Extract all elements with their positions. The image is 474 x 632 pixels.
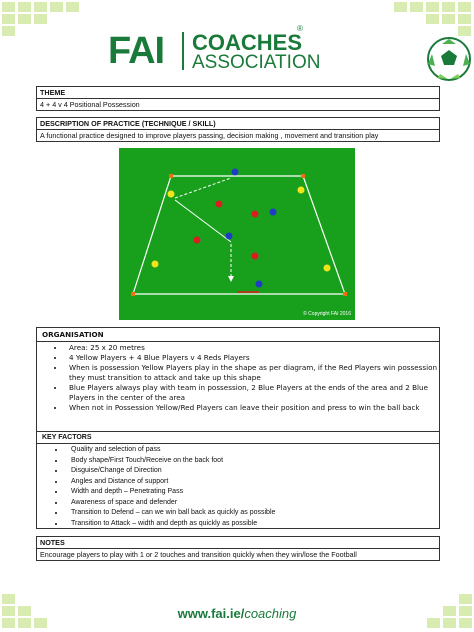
logo-line2: ASSOCIATION: [192, 52, 321, 73]
organisation-item: • 4 Yellow Players + 4 Blue Players v 4 Reds Players: [65, 353, 439, 363]
logo-fai-text: FAI: [108, 30, 165, 72]
corner-decoration-top-left: [0, 0, 120, 40]
cone: [301, 174, 305, 178]
key-factor-item: • Awareness of space and defender: [65, 498, 439, 509]
key-factor-item: • Body shape/First Touch/Receive on the back foot: [65, 456, 439, 467]
notes-label: NOTES: [37, 537, 440, 549]
organisation-item: • When not in Possession Yellow/Red Players can leave their position and press to win the ball back: [65, 403, 439, 413]
fai-coaches-association-logo: [108, 22, 368, 82]
blue-player: [270, 209, 277, 216]
organisation-section: [36, 327, 440, 432]
notes-table: [36, 536, 440, 561]
key-factors-list: [37, 445, 439, 529]
logo-divider: [182, 32, 184, 70]
cone: [131, 292, 135, 296]
description-value: A functional practice designed to improve players passing, decision making , movement and transition play: [37, 130, 440, 142]
yellow-player: [298, 187, 305, 194]
footer-url[interactable]: [0, 606, 474, 621]
key-factor-item: • Disguise/Change of Direction: [65, 466, 439, 477]
notes-value: Encourage players to play with 1 or 2 touches and transition quickly when they win/lose the Football: [37, 549, 440, 561]
theme-label: THEME: [37, 87, 440, 99]
theme-table: [36, 86, 440, 111]
yellow-player: [168, 191, 175, 198]
diagram-copyright: © Copyright FAI 2016: [303, 311, 351, 317]
key-factor-item: • Transition to Defend – can we win ball back as quickly as possible: [65, 508, 439, 519]
blue-player: [226, 233, 233, 240]
organisation-item: • Area: 25 x 20 metres: [65, 343, 439, 353]
footer-url-tail[interactable]: coaching: [244, 606, 297, 621]
pitch-svg: [119, 148, 355, 320]
description-table: [36, 117, 440, 142]
practice-diagram: [119, 148, 355, 320]
red-player: [194, 237, 201, 244]
key-factor-item: • Width and depth – Penetrating Pass: [65, 487, 439, 498]
blue-player: [256, 281, 263, 288]
cone: [343, 292, 347, 296]
theme-value: 4 + 4 v 4 Positional Possession: [37, 99, 440, 111]
key-factors-section: [36, 431, 440, 529]
red-player: [216, 201, 223, 208]
corner-decoration-top-right: [354, 0, 474, 40]
logo-registered-mark: ®: [297, 24, 303, 33]
organisation-item: • When is possession Yellow Players play in the shape as per diagram, if the Red Players win possession they must transition to attack and take up this shape: [65, 363, 439, 383]
footer-url-main[interactable]: www.fai.ie/: [177, 606, 245, 621]
organisation-label: ORGANISATION: [37, 328, 439, 342]
key-factor-item: • Angles and Distance of support: [65, 477, 439, 488]
red-player: [252, 253, 259, 260]
blue-player: [232, 169, 239, 176]
cone: [169, 174, 173, 178]
yellow-player: [324, 265, 331, 272]
organisation-list: [37, 343, 439, 413]
key-factor-item: • Transition to Attack – width and depth as quickly as possible: [65, 519, 439, 530]
yellow-player: [152, 261, 159, 268]
football-logo-icon: [426, 36, 472, 82]
description-label: DESCRIPTION OF PRACTICE (TECHNIQUE / SKILL): [37, 118, 440, 130]
logo-line1: COACHES: [192, 30, 303, 55]
organisation-item: • Blue Players always play with team in possession, 2 Blue Players at the ends of the area and 2 Blue Players in the center of the area: [65, 383, 439, 403]
red-player: [252, 211, 259, 218]
key-factors-label: KEY FACTORS: [37, 432, 439, 444]
key-factor-item: • Quality and selection of pass: [65, 445, 439, 456]
